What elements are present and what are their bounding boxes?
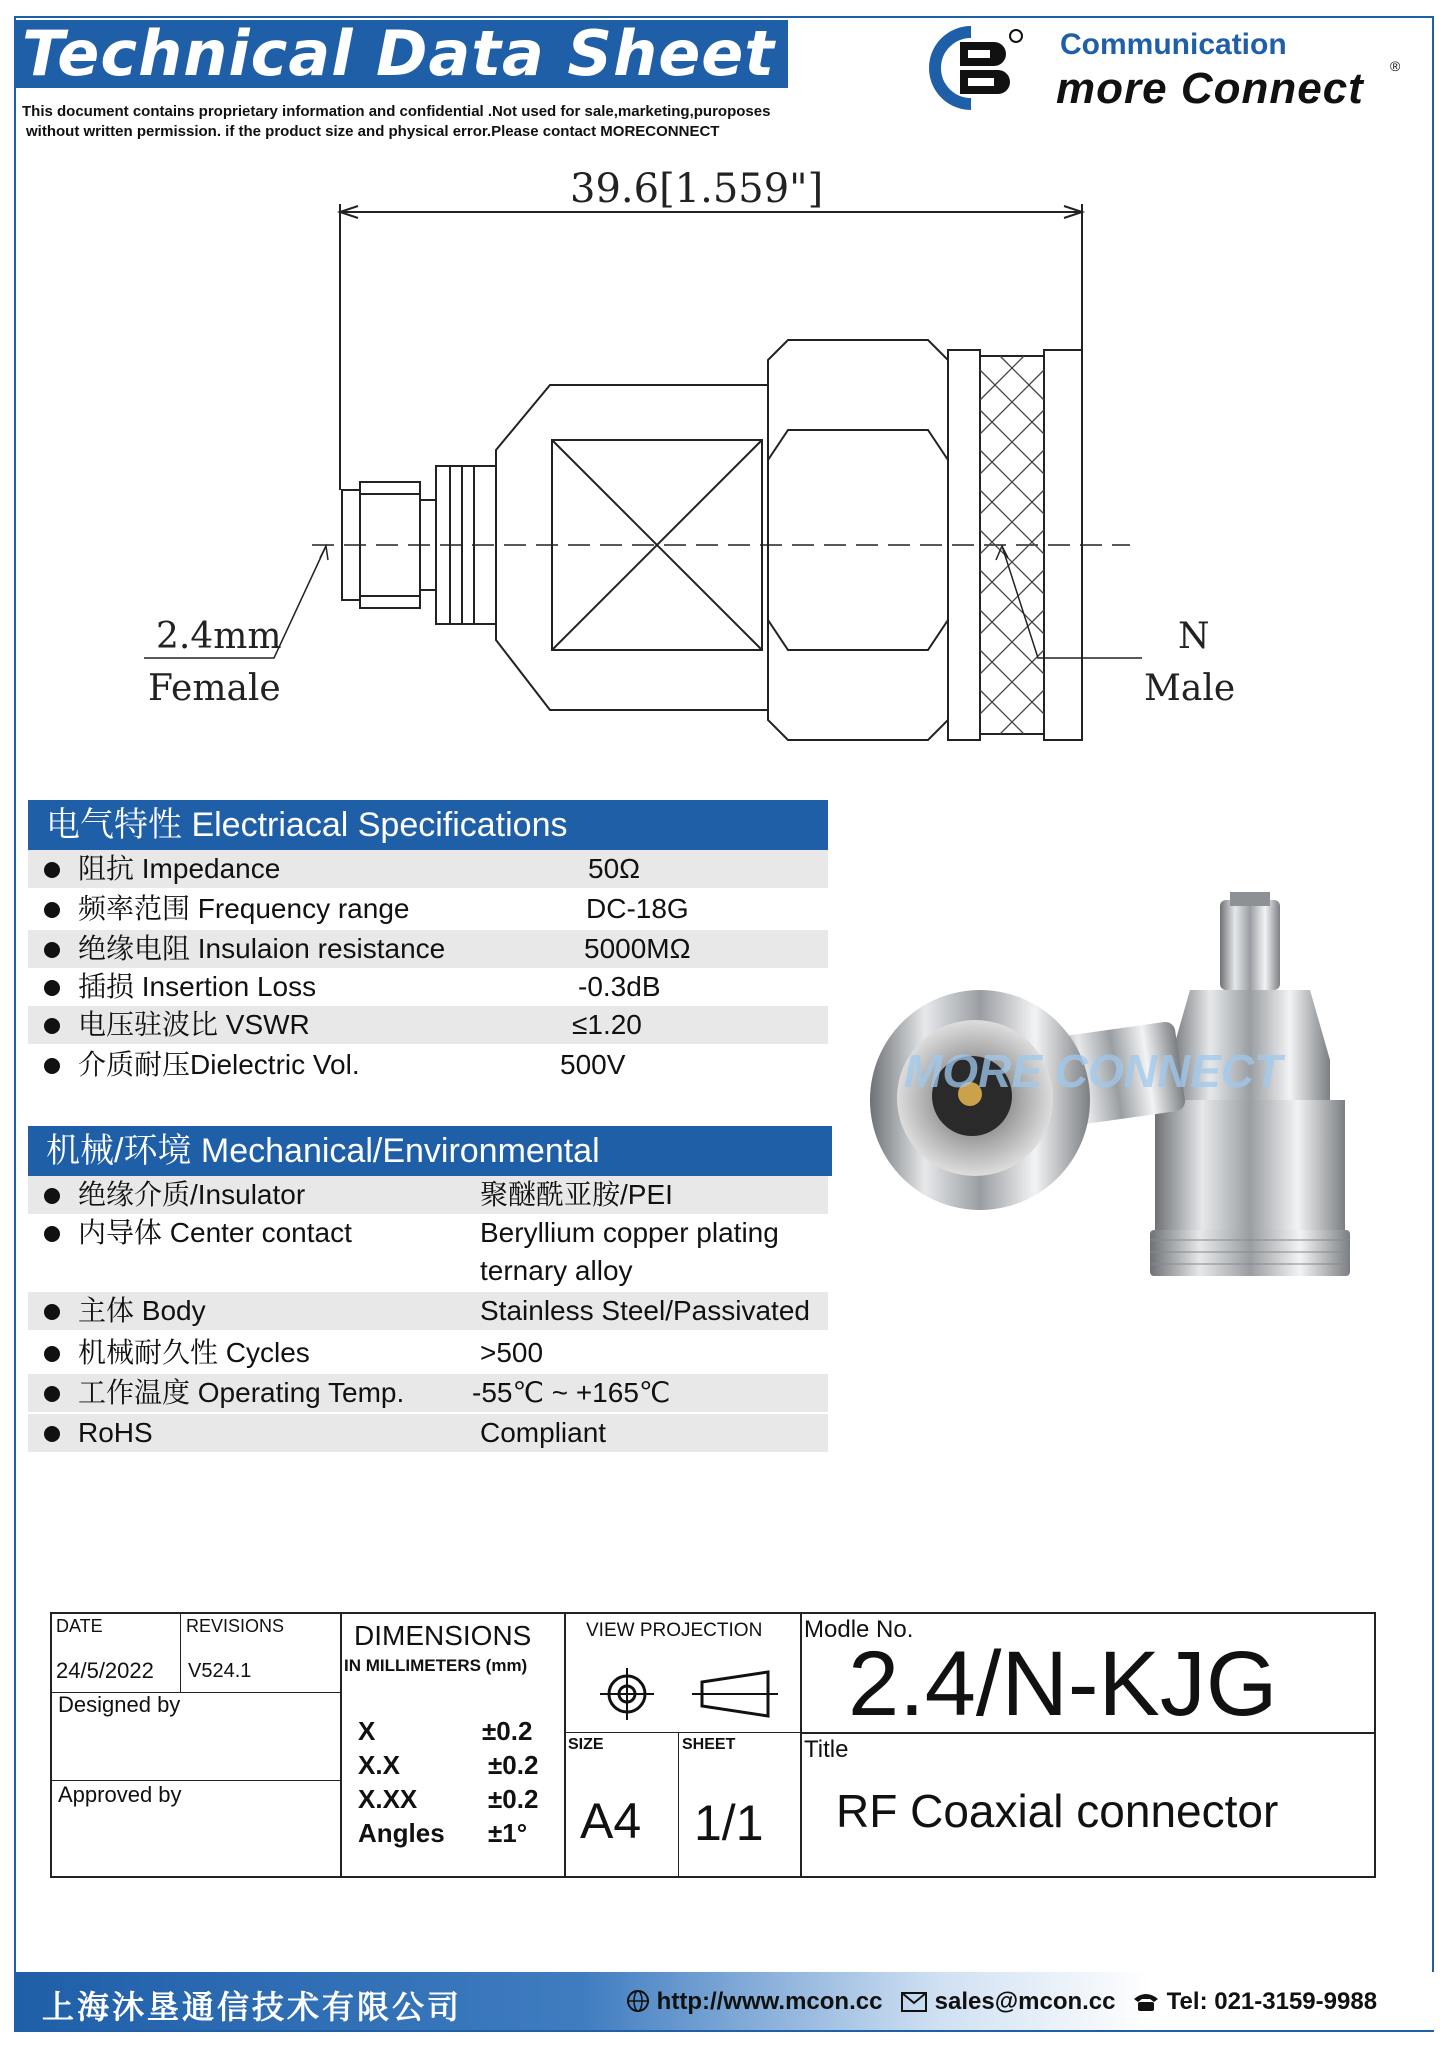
bullet-icon (44, 1426, 60, 1442)
company-name: 上海沐垦通信技术有限公司 (42, 1988, 463, 2026)
sheet-value: 1/1 (694, 1795, 764, 1851)
right-end-gender: Male (1144, 668, 1236, 709)
spec-row-insertion-loss: 插损 Insertion Loss -0.3dB (28, 968, 828, 1006)
product-title: RF Coaxial connector (836, 1785, 1279, 1837)
bullet-icon (44, 980, 60, 996)
date-label: DATE (56, 1616, 103, 1636)
globe-icon (626, 1989, 650, 2013)
spec-row-vswr: 电压驻波比 VSWR ≤1.20 (28, 1006, 828, 1044)
phone-icon (1132, 1991, 1160, 2013)
bullet-icon (44, 1346, 60, 1362)
right-end-type: N (1178, 616, 1210, 657)
spec-row-insulator: 绝缘介质/Insulator 聚醚酰亚胺/PEI (28, 1176, 828, 1214)
designed-by-label: Designed by (58, 1692, 181, 1717)
title-block: DATE 24/5/2022 REVISIONS V524.1 Designed by Approved by DIMENSIONS IN MILLIMETERS (mm) X ±0.2 X.X ±0.2 X.XX ±0.2 Angles ±1° VIEW PROJECTION SIZE A4 SHEET 1/1 Modle No. 2.4/N-KJG Title RF Coaxial connector (50, 1612, 1376, 1878)
size-value: A4 (580, 1793, 642, 1849)
bullet-icon (44, 862, 60, 878)
left-end-gender: Female (148, 668, 281, 709)
title-label: Title (804, 1736, 849, 1763)
brand-name: more Connect (1056, 64, 1364, 113)
email[interactable]: sales@mcon.cc (900, 1988, 1116, 2016)
model-label: Modle No. (804, 1616, 914, 1643)
units-label: IN MILLIMETERS (mm) (344, 1656, 528, 1675)
first-angle-cone-icon (690, 1668, 780, 1720)
overall-length-dimension: 39.6[1.559"] (570, 166, 824, 212)
bullet-icon (44, 1226, 60, 1242)
sheet-label: SHEET (682, 1736, 736, 1753)
telephone[interactable]: Tel: 021-3159-9988 (1132, 1988, 1377, 2016)
bullet-icon (44, 1058, 60, 1074)
mechanical-spec-heading: 机械/环境 Mechanical/Environmental (28, 1126, 832, 1176)
disclaimer-line-2: without written permission. if the product size and physical error.Please contact MORECONNECT (26, 123, 720, 140)
brand-tagline: Communication (1060, 28, 1287, 61)
dimensions-label: DIMENSIONS (354, 1620, 532, 1651)
spec-row-dielectric: 介质耐压Dielectric Vol. 500V (28, 1046, 828, 1084)
spec-row-center-contact: 内导体 Center contact Beryllium copper plating ternary alloy (28, 1214, 828, 1290)
bullet-icon (44, 1018, 60, 1034)
spec-row-body: 主体 Body Stainless Steel/Passivated (28, 1292, 828, 1330)
spec-row-impedance: 阻抗 Impedance 50Ω (28, 850, 828, 888)
company-logo-icon (916, 26, 1026, 110)
bullet-icon (44, 942, 60, 958)
bullet-icon (44, 1188, 60, 1204)
connector-drawing (120, 160, 1236, 760)
left-end-size: 2.4mm (156, 616, 282, 657)
spec-row-rohs: RoHS Compliant (28, 1414, 828, 1452)
date-value: 24/5/2022 (56, 1658, 154, 1683)
mail-icon (900, 1991, 928, 2013)
model-number: 2.4/N-KJG (848, 1633, 1278, 1735)
disclaimer (22, 102, 822, 142)
document-title: Technical Data Sheet (14, 20, 788, 88)
spec-row-cycles: 机械耐久性 Cycles >500 (28, 1334, 828, 1372)
revisions-label: REVISIONS (186, 1616, 285, 1636)
revision-value: V524.1 (188, 1660, 252, 1682)
registered-mark: ® (1390, 58, 1401, 74)
first-angle-circle-icon (592, 1666, 662, 1722)
electrical-spec-heading: 电气特性 Electriacal Specifications (28, 800, 828, 850)
bullet-icon (44, 1304, 60, 1320)
spec-row-frequency: 频率范围 Frequency range DC-18G (28, 890, 828, 928)
spec-row-insulation: 绝缘电阻 Insulaion resistance 5000MΩ (28, 930, 828, 968)
disclaimer-line-1: This document contains proprietary information and confidential .Not used for sale,marketing,puroposes (22, 103, 771, 120)
bullet-icon (44, 1386, 60, 1402)
bullet-icon (44, 902, 60, 918)
size-label: SIZE (568, 1736, 604, 1753)
website[interactable]: http://www.mcon.cc (626, 1988, 882, 2016)
view-projection-label: VIEW PROJECTION (586, 1620, 763, 1641)
approved-by-label: Approved by (58, 1782, 182, 1807)
footer (14, 1972, 1434, 2030)
photo-watermark: MORE CONNECT (904, 1045, 1283, 1097)
spec-row-operating-temp: 工作温度 Operating Temp. -55℃ ~ +165℃ (28, 1374, 828, 1412)
